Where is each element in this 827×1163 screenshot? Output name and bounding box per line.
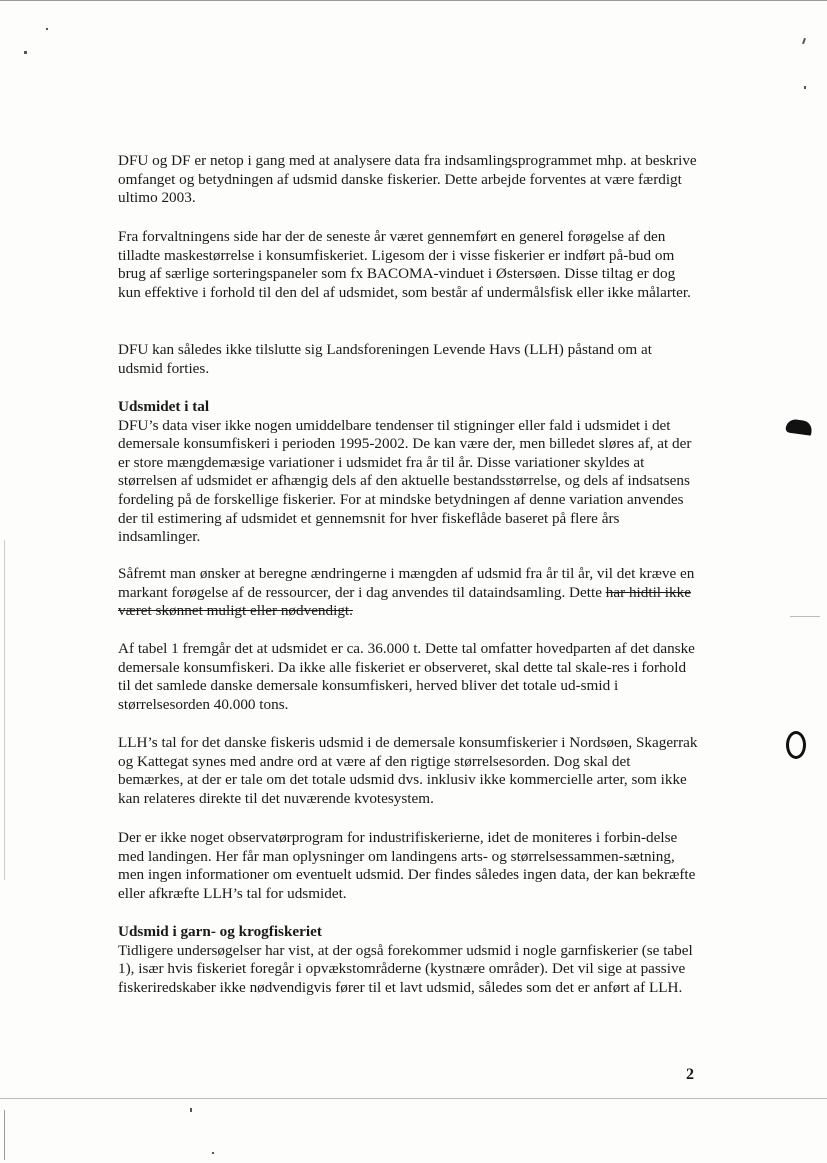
section-udsmidet-i-tal: [118, 398, 698, 547]
paragraph-llh-figures: [118, 734, 698, 808]
paragraph-text: Tidligere undersøgelser har vist, at der også forekommer udsmid i nogle garnfiskerier (se tabel 1), især hvis fiskeriet foregår i opvækstområderne (kystnære områder). Det vil sige at passive fiskeriredskaber ikke nødvendigvis fører til et lavt udsmid, således som det er anført af LLH.: [118, 941, 693, 996]
paragraph-resources: [118, 565, 698, 621]
punch-hole-mark: [786, 731, 806, 759]
paragraph-text: LLH’s tal for det danske fiskeris udsmid i de demersale konsumfiskerier i Nordsøen, Skagerrak og Kattegat synes med andre ord at være af den rigtige størrelsesorden. Dog skal det bemærkes, at der er tale om det totale udsmid dvs. inklusiv ikke kommercielle arter, som ikke kan relateres direkte til det nuværende kvotesystem.: [118, 734, 698, 807]
paragraph-text: DFU kan således ikke tilslutte sig Landsforeningen Levende Havs (LLH) påstand om at udsmid forties.: [118, 341, 652, 377]
paragraph-text-main: Såfremt man ønsker at beregne ændringerne i mængden af udsmid fra år til år, vil det kræve en markant forøgelse af de ressourcer, der i dag anvendes til dataindsamling. Dette: [118, 565, 695, 601]
scan-speck: [190, 1108, 192, 1112]
paragraph-llh-claim: [118, 341, 698, 378]
scan-speck: [804, 86, 806, 89]
section-heading: Udsmidet i tal: [118, 398, 210, 415]
section-garn-og-krogfiskeriet: [118, 923, 698, 997]
page-number: 2: [686, 1066, 694, 1083]
left-edge-line: [4, 1110, 5, 1160]
paragraph-text: Fra forvaltningens side har der de seneste år været gennemført en generel forøgelse af den tilladte maskestørrelse i konsumfiskeriet. Ligesom der i visse fiskerier er indført på-bud om brug af særlige sorteringspaneler som fx BACOMA-vinduet i Østersøen. Disse tiltag er dog kun effektive i forhold til den del af udsmidet, som består af undermålsfisk eller ikke målarter.: [118, 228, 691, 301]
scan-speck: [212, 1152, 214, 1154]
paragraph-text: [118, 565, 698, 621]
paragraph-table-1: [118, 640, 698, 714]
paragraph-analysis-status: [118, 152, 698, 208]
paragraph-text: Der er ikke noget observatørprogram for industrifiskerierne, idet de moniteres i forbin-delse med landingen. Her får man oplysninger om landingens arts- og størrelsessammen-sætning, men ingen informationer om eventuelt udsmid. Der findes således ingen data, der kan bekræfte eller afkræfte LLH’s tal for udsmidet.: [118, 829, 696, 902]
paragraph-text: DFU og DF er netop i gang med at analysere data fra indsamlingsprogrammet mhp. at beskrive omfanget og betydningen af udsmid danske fiskerier. Dette arbejde forventes at være færdigt ultimo 2003.: [118, 152, 697, 207]
paragraph-mesh-size: [118, 228, 698, 302]
struck-through-text: har hidtil ikke været skønnet muligt eller nødvendigt.: [118, 583, 691, 620]
top-edge-line: [0, 0, 827, 1]
paragraph-text: Af tabel 1 fremgår det at udsmidet er ca. 36.000 t. Dette tal omfatter hovedparten af det danske demersale konsumfiskeri. Da ikke alle fiskeriet er observeret, skal dette tal skale-res i forhold til det samlede danske demersale konsumfiskeri, herved bliver det totale ud-smid i størrelsesorden 40.000 tons.: [118, 640, 695, 713]
left-edge-line: [4, 540, 5, 880]
scan-speck: [46, 28, 48, 30]
scan-speck: [802, 38, 806, 44]
scan-speck: [24, 51, 27, 54]
paragraph-observer-program: [118, 829, 698, 903]
margin-dash: [790, 616, 820, 617]
paragraph-text: DFU’s data viser ikke nogen umiddelbare tendenser til stigninger eller fald i udsmidet i det demersale konsumfiskeri i perioden 1995-2002. De kan være der, men billedet sløres af, at der er store mængdemæsige variationer i udsmidet fra år til år. Disse variationer skyldes at størrelsen af udsmidet er afhængig dels af den aktuelle bestandsstørrelse, og dels af indsatsens fordeling på de forskellige fiskerier. For at mindske betydningen af denne variation anvendes der til estimering af udsmidet et gennemsnit for hver fiskeflåde baseret på flere års indsamlinger.: [118, 416, 692, 546]
section-heading: Udsmid i garn- og krogfiskeriet: [118, 923, 322, 940]
scan-blot: [785, 418, 813, 435]
bottom-scan-line: [0, 1098, 827, 1099]
